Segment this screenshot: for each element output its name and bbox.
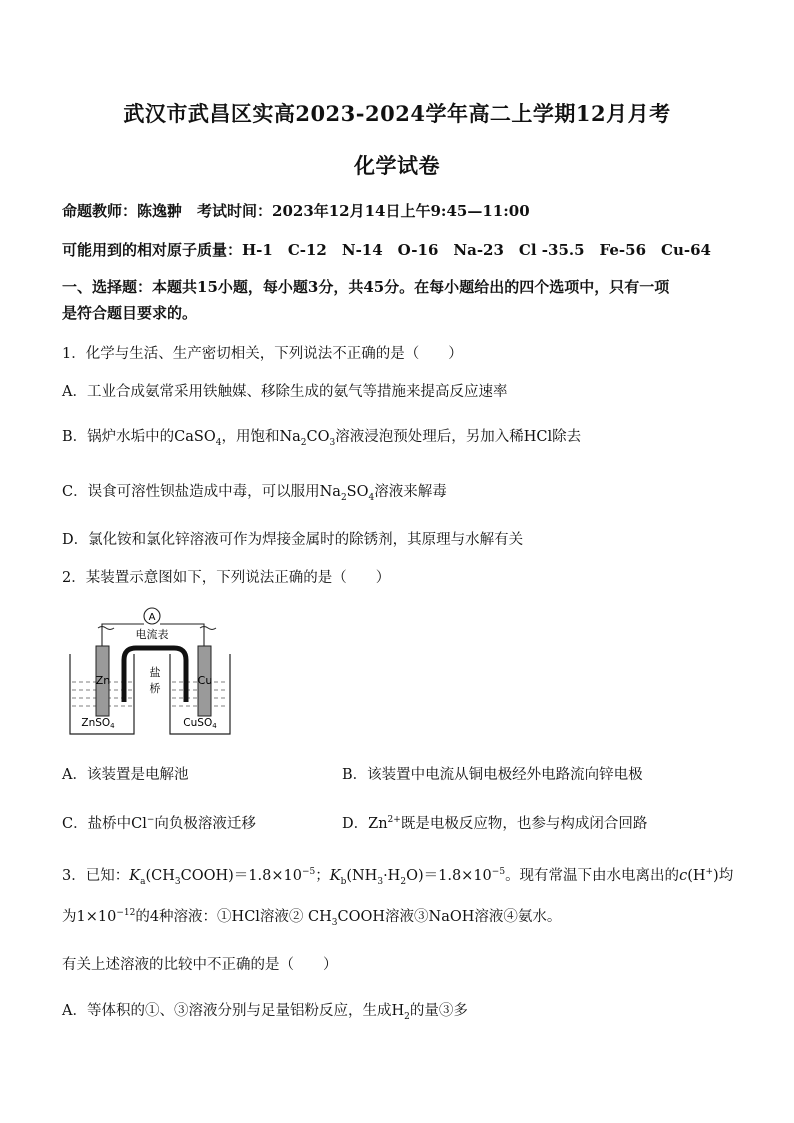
- q1-option-d: D．氯化铵和氯化锌溶液可作为焊接金属时的除锈剂，其原理与水解有关: [62, 532, 524, 548]
- q1-stem: 1．化学与生活、生产密切相关，下列说法不正确的是（ ）: [62, 346, 463, 362]
- section-heading-line1: 一、选择题：本题共15小题，每小题3分，共45分。在每小题给出的四个选项中，只有一项: [62, 278, 670, 296]
- exam-subject: 化学试卷: [354, 153, 440, 178]
- q3-option-a: A．等体积的①、③溶液分别与足量铝粉反应，生成$H_2$的量③多: [62, 1003, 468, 1022]
- atomic-masses: 可能用到的相对原子质量：H-1 C-12 N-14 O-16 Na-23 Cl -35.5 Fe-56 Cu-64: [62, 241, 711, 259]
- exam-title: 武汉市武昌区实高2023-2024学年高二上学期12月月考: [123, 101, 671, 126]
- galvanic-cell-diagram: [62, 604, 232, 742]
- ammeter-symbol: A: [148, 612, 156, 623]
- q2-stem: 2．某装置示意图如下，下列说法正确的是（ ）: [62, 570, 391, 586]
- zn-label: Zn: [95, 674, 111, 687]
- left-solution-label: ZnSO4: [81, 717, 115, 730]
- left-coil: [98, 627, 114, 630]
- q2-option-b: B．该装置中电流从铜电极经外电路流向锌电极: [342, 767, 643, 783]
- q3-line3: 有关上述溶液的比较中不正确的是（ ）: [62, 957, 338, 973]
- q2-option-a: A．该装置是电解池: [62, 767, 189, 783]
- q1-option-b: B．锅炉水垢中的CaSO$_4$，用饱和$Na_2CO_3$溶液浸泡预处理后，另加入稀HCl除去: [62, 429, 582, 448]
- q1-option-a: A．工业合成氨常采用铁触媒、移除生成的氨气等措施来提高反应速率: [62, 384, 508, 400]
- ammeter-label: 电流表: [135, 628, 169, 641]
- right-solution-label: CuSO4: [183, 717, 217, 730]
- q2-option-c: C．盐桥中Cl−向负极溶液迁移: [62, 815, 256, 832]
- q1-option-c: C．误食可溶性钡盐造成中毒，可以服用$Na_2SO_4$溶液来解毒: [62, 484, 447, 503]
- salt-bridge-label-2: 桥: [149, 682, 161, 695]
- q2-option-d: D．$Zn^{2+}$既是电极反应物，也参与构成闭合回路: [342, 815, 648, 832]
- right-coil: [200, 627, 216, 630]
- cu-label: Cu: [197, 674, 213, 687]
- salt-bridge-label-1: 盐: [149, 666, 161, 679]
- exam-info: 命题教师：陈逸翀 考试时间：2023年12月14日上午9:45—11:00: [62, 202, 530, 220]
- q3-line1: 3．已知：$K_a(CH_3COOH)=1.8\times 10^{-5}$；$K_b(NH_3\cdot H_2O)=1.8\times 10^{-5}$。现有常温下由水电离出的c(H+)均: [62, 867, 734, 887]
- q3-line2: 为$1\times 10^{-12}$的4种溶液：①HCl溶液② $CH_3COOH$溶液③NaOH溶液④氨水。: [62, 908, 562, 928]
- section-heading-line2: 是符合题目要求的。: [62, 304, 198, 322]
